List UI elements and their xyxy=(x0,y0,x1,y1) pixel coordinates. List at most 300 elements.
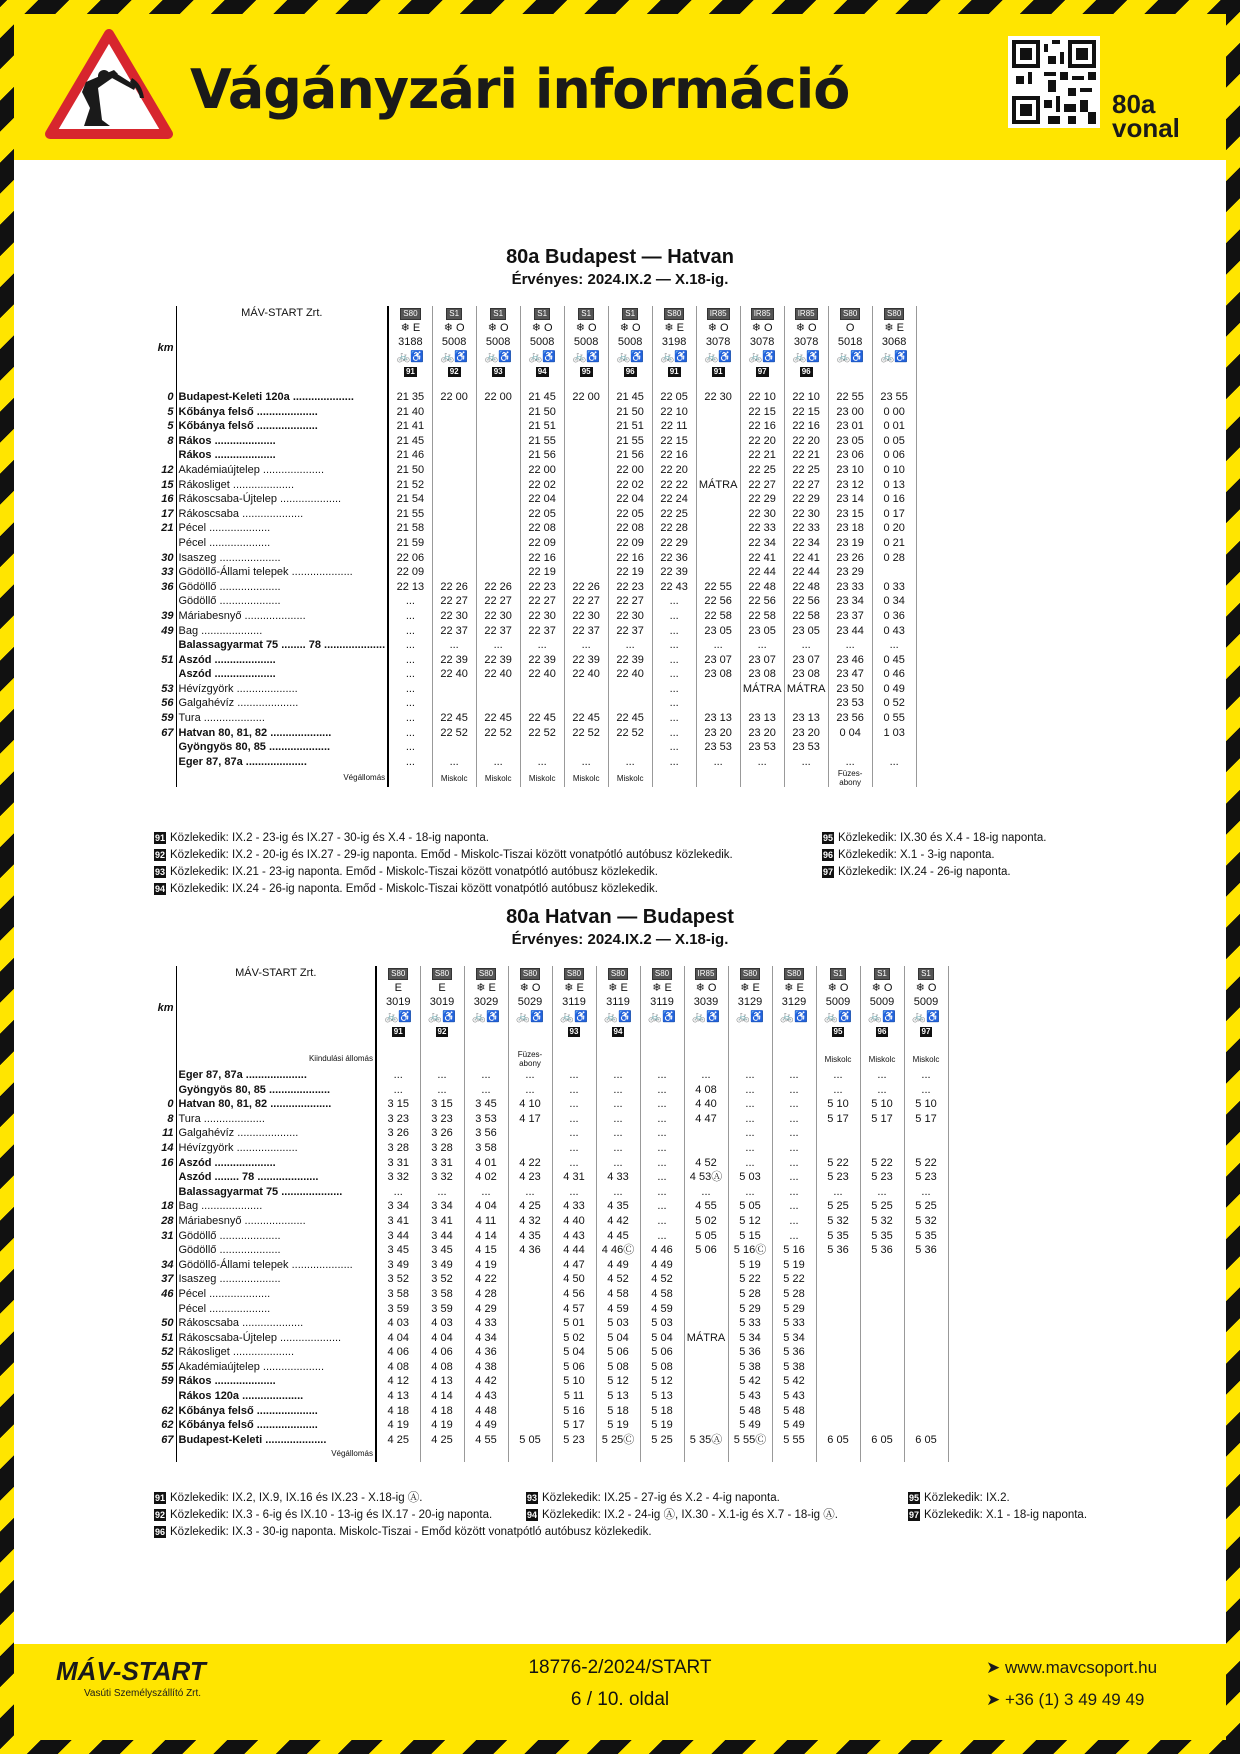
departure-time: 22 37 xyxy=(432,624,476,639)
departure-time xyxy=(432,682,476,697)
bike-icon: 🚲♿ xyxy=(440,350,468,363)
bike-icon: 🚲♿ xyxy=(384,1010,412,1023)
departure-time: 4 42 xyxy=(596,1214,640,1229)
departure-time: ... xyxy=(816,1083,860,1098)
departure-time xyxy=(432,740,476,755)
station-row xyxy=(152,390,916,405)
departure-time: 22 36 xyxy=(652,551,696,566)
train-origin xyxy=(684,1050,728,1068)
footnote-text: Közlekedik: IX.2 - 20-ig és IX.27 - 29-ig naponta. Emőd - Miskolc-Tiszai között vonatpótló autóbusz közlekedik. xyxy=(170,849,733,861)
departure-time: 5 17 xyxy=(860,1112,904,1127)
departure-time xyxy=(696,419,740,434)
departure-time: 23 34 xyxy=(828,594,872,609)
departure-time: 5 55Ⓒ xyxy=(728,1433,772,1448)
km-value xyxy=(152,1243,176,1258)
departure-time: ... xyxy=(816,1185,860,1200)
departure-time: ... xyxy=(552,1068,596,1083)
train-column-header xyxy=(684,966,728,1050)
train-symbols: ❄ O xyxy=(531,321,553,334)
footnote-number: 97 xyxy=(908,1510,919,1520)
departure-time: ... xyxy=(728,1141,772,1156)
departure-time: 21 54 xyxy=(388,492,432,507)
departure-time xyxy=(684,1258,728,1273)
departure-time xyxy=(476,434,520,449)
departure-time: 23 20 xyxy=(740,726,784,741)
departure-time: ... xyxy=(520,638,564,653)
departure-time: 22 15 xyxy=(652,434,696,449)
departure-time: ... xyxy=(860,1068,904,1083)
train-column-header xyxy=(596,966,640,1050)
departure-time: 22 40 xyxy=(608,667,652,682)
departure-time: 23 20 xyxy=(784,726,828,741)
departure-time: 4 22 xyxy=(508,1156,552,1171)
train-category: IR85 xyxy=(695,968,718,980)
departure-time: 22 10 xyxy=(740,390,784,405)
station-name: Rákosliget .................... xyxy=(176,478,388,493)
km-value: 55 xyxy=(161,1360,174,1373)
timetable2-notes-col2 xyxy=(526,1490,838,1524)
train-destination-empty xyxy=(860,1447,904,1462)
station-row xyxy=(152,478,916,493)
departure-time: 23 50 xyxy=(828,682,872,697)
train-destination-empty xyxy=(552,1447,596,1462)
departure-time: 23 37 xyxy=(828,609,872,624)
train-destination xyxy=(652,769,696,787)
mav-start-logo: MÁV-START xyxy=(56,1656,206,1686)
departure-time: 5 25 xyxy=(816,1199,860,1214)
departure-time: 4 25 xyxy=(420,1433,464,1448)
departure-time: 23 08 xyxy=(696,667,740,682)
train-symbols: ❄ E xyxy=(400,321,421,334)
station-row xyxy=(152,405,916,420)
train-note-ref: 91 xyxy=(393,1027,403,1037)
km-value xyxy=(152,1185,176,1200)
departure-time: ... xyxy=(596,1097,640,1112)
departure-time: 5 04 xyxy=(552,1345,596,1360)
station-row xyxy=(152,1112,948,1127)
departure-time: 22 52 xyxy=(608,726,652,741)
departure-time xyxy=(904,1404,948,1419)
departure-time xyxy=(828,740,872,755)
departure-time: 5 36 xyxy=(772,1345,816,1360)
train-symbols: ❄ E xyxy=(476,981,496,994)
departure-time: 4 45 xyxy=(596,1229,640,1244)
train-symbols: ❄ E xyxy=(652,981,672,994)
departure-time: 4 18 xyxy=(420,1404,464,1419)
departure-time: 22 21 xyxy=(784,448,828,463)
departure-time: 5 43 xyxy=(728,1389,772,1404)
departure-time: ... xyxy=(640,1185,684,1200)
departure-time: 3 49 xyxy=(376,1258,420,1273)
departure-time: ... xyxy=(652,653,696,668)
departure-time: 21 45 xyxy=(388,434,432,449)
departure-time: 22 16 xyxy=(784,419,828,434)
km-header: km xyxy=(157,341,174,354)
departure-time: ... xyxy=(904,1068,948,1083)
website-link[interactable]: ➤ www.mavcsoport.hu xyxy=(986,1658,1158,1677)
departure-time: 21 55 xyxy=(520,434,564,449)
departure-time: 4 04 xyxy=(376,1331,420,1346)
departure-time: ... xyxy=(552,1097,596,1112)
departure-time: 3 31 xyxy=(420,1156,464,1171)
departure-time: MÁTRA xyxy=(740,682,784,697)
departure-time: 22 19 xyxy=(608,565,652,580)
departure-time: 4 58 xyxy=(596,1287,640,1302)
departure-time: 4 19 xyxy=(420,1418,464,1433)
departure-time: 5 35 xyxy=(904,1229,948,1244)
footnote xyxy=(526,1490,838,1507)
departure-time xyxy=(904,1418,948,1433)
train-category: S80 xyxy=(740,968,760,980)
km-value: 16 xyxy=(161,493,174,506)
departure-time xyxy=(684,1374,728,1389)
departure-time: 4 33 xyxy=(552,1199,596,1214)
departure-time: 3 58 xyxy=(464,1141,508,1156)
departure-time: ... xyxy=(640,1097,684,1112)
departure-time xyxy=(508,1418,552,1433)
departure-time: 22 52 xyxy=(564,726,608,741)
footnote-text: Közlekedik: IX.24 - 26-ig naponta. xyxy=(838,866,1011,878)
departure-time: 23 07 xyxy=(784,653,828,668)
departure-time: 21 50 xyxy=(608,405,652,420)
departure-time: ... xyxy=(728,1112,772,1127)
train-destination-empty xyxy=(464,1447,508,1462)
departure-time: 22 33 xyxy=(740,521,784,536)
departure-time: ... xyxy=(376,1068,420,1083)
departure-time xyxy=(816,1360,860,1375)
departure-time: ... xyxy=(816,1068,860,1083)
station-row xyxy=(152,1360,948,1375)
timetable1-validity: Érvényes: 2024.IX.2 — X.18-ig. xyxy=(511,271,729,288)
departure-time: 0 16 xyxy=(872,492,916,507)
phone-number[interactable]: ➤ +36 (1) 3 49 49 49 xyxy=(986,1690,1145,1709)
departure-time: 5 11 xyxy=(552,1389,596,1404)
departure-time: ... xyxy=(652,755,696,770)
train-category: S80 xyxy=(476,968,496,980)
departure-time xyxy=(816,1272,860,1287)
departure-time: ... xyxy=(784,638,828,653)
departure-time: 5 22 xyxy=(860,1156,904,1171)
train-category: S1 xyxy=(830,968,846,980)
departure-time: ... xyxy=(476,638,520,653)
departure-time: 0 13 xyxy=(872,478,916,493)
departure-time: 4 49 xyxy=(596,1258,640,1273)
departure-time: 4 18 xyxy=(376,1404,420,1419)
departure-time: 23 08 xyxy=(740,667,784,682)
departure-time: ... xyxy=(728,1083,772,1098)
departure-time xyxy=(860,1302,904,1317)
departure-time xyxy=(564,448,608,463)
departure-time: 23 29 xyxy=(828,565,872,580)
departure-time xyxy=(816,1316,860,1331)
departure-time: ... xyxy=(772,1126,816,1141)
departure-time: 5 36 xyxy=(904,1243,948,1258)
km-value xyxy=(152,536,176,551)
departure-time: ... xyxy=(652,609,696,624)
departure-time xyxy=(860,1272,904,1287)
bike-icon: 🚲♿ xyxy=(692,1010,720,1023)
departure-time: 4 43 xyxy=(464,1389,508,1404)
km-value: 53 xyxy=(161,682,174,695)
footnote-text: Közlekedik: IX.30 és X.4 - 18-ig naponta. xyxy=(838,832,1047,844)
station-name: Galgahévíz .................... xyxy=(176,696,388,711)
departure-time: 4 14 xyxy=(464,1229,508,1244)
departure-time: 4 49 xyxy=(640,1258,684,1273)
train-symbols: ❄ O xyxy=(915,981,937,994)
departure-time: 23 13 xyxy=(784,711,828,726)
departure-time: 0 04 xyxy=(828,726,872,741)
km-value: 50 xyxy=(161,1317,174,1330)
departure-time xyxy=(508,1389,552,1404)
departure-time: 22 39 xyxy=(476,653,520,668)
departure-time: 4 19 xyxy=(376,1418,420,1433)
station-name: Rákoscsaba .................... xyxy=(176,507,388,522)
departure-time xyxy=(508,1404,552,1419)
departure-time xyxy=(564,478,608,493)
station-name: Tura .................... xyxy=(176,1112,376,1127)
departure-time: 5 08 xyxy=(596,1360,640,1375)
departure-time: 0 45 xyxy=(872,653,916,668)
km-value xyxy=(152,667,176,682)
departure-time: ... xyxy=(388,711,432,726)
departure-time xyxy=(816,1331,860,1346)
station-name: Balassagyarmat 75 .................... xyxy=(176,1185,376,1200)
departure-time xyxy=(872,565,916,580)
departure-time: 23 13 xyxy=(740,711,784,726)
departure-time: ... xyxy=(388,696,432,711)
departure-time: ... xyxy=(828,755,872,770)
departure-time xyxy=(816,1418,860,1433)
departure-time xyxy=(684,1316,728,1331)
train-number: 3078 xyxy=(793,336,819,349)
departure-time: 5 16Ⓒ xyxy=(728,1243,772,1258)
departure-time: ... xyxy=(388,624,432,639)
departure-time: 22 26 xyxy=(432,580,476,595)
departure-time: ... xyxy=(464,1083,508,1098)
departure-time: 22 16 xyxy=(652,448,696,463)
departure-time: 5 42 xyxy=(772,1374,816,1389)
departure-time xyxy=(904,1126,948,1141)
bike-icon: 🚲♿ xyxy=(868,1010,896,1023)
departure-time xyxy=(432,551,476,566)
departure-time: 22 29 xyxy=(784,492,828,507)
footnote-text: Közlekedik: IX.2. xyxy=(924,1492,1010,1504)
departure-time xyxy=(816,1287,860,1302)
timetable-budapest-hatvan xyxy=(152,306,917,787)
departure-time: 22 37 xyxy=(476,624,520,639)
departure-time: 4 38 xyxy=(464,1360,508,1375)
station-row xyxy=(152,1170,948,1185)
station-name: Isaszeg .................... xyxy=(176,551,388,566)
train-symbols: ❄ E xyxy=(564,981,584,994)
departure-time: 22 00 xyxy=(476,390,520,405)
train-note-ref: 96 xyxy=(801,367,811,377)
departure-time xyxy=(860,1141,904,1156)
departure-time: MÁTRA xyxy=(684,1331,728,1346)
train-origin xyxy=(728,1050,772,1068)
km-value: 0 xyxy=(167,391,174,403)
departure-time: 5 22 xyxy=(772,1272,816,1287)
departure-time xyxy=(608,682,652,697)
departure-time: 22 19 xyxy=(520,565,564,580)
departure-time: 4 35 xyxy=(508,1229,552,1244)
station-row xyxy=(152,1418,948,1433)
departure-time: ... xyxy=(684,1185,728,1200)
departure-time xyxy=(520,696,564,711)
departure-time: 21 45 xyxy=(608,390,652,405)
train-number: 3019 xyxy=(386,996,411,1009)
station-name: Pécel .................... xyxy=(176,536,388,551)
departure-time: 23 05 xyxy=(784,624,828,639)
station-name: Akadémiaújtelep .................... xyxy=(176,463,388,478)
departure-time xyxy=(476,507,520,522)
departure-time: 22 29 xyxy=(652,536,696,551)
departure-time: 23 08 xyxy=(784,667,828,682)
departure-time: 5 32 xyxy=(904,1214,948,1229)
departure-time: 3 44 xyxy=(420,1229,464,1244)
km-header: km xyxy=(157,1001,174,1014)
train-number: 3019 xyxy=(429,996,455,1009)
departure-time: 22 40 xyxy=(564,667,608,682)
departure-time: ... xyxy=(508,1068,552,1083)
departure-time: 23 00 xyxy=(828,405,872,420)
footnote xyxy=(822,830,1046,847)
footnote-number: 96 xyxy=(154,1527,165,1537)
departure-time: 3 52 xyxy=(376,1272,420,1287)
km-value: 15 xyxy=(161,478,174,491)
departure-time: ... xyxy=(596,1156,640,1171)
train-destination-empty xyxy=(904,1447,948,1462)
departure-time: 0 06 xyxy=(872,448,916,463)
departure-time: 22 02 xyxy=(608,478,652,493)
departure-time: 22 30 xyxy=(520,609,564,624)
departure-time: 0 21 xyxy=(872,536,916,551)
departure-time xyxy=(904,1345,948,1360)
departure-time: 22 55 xyxy=(828,390,872,405)
km-value: 5 xyxy=(167,405,174,418)
departure-time xyxy=(432,434,476,449)
km-value: 17 xyxy=(161,507,174,520)
departure-time: 4 59 xyxy=(596,1302,640,1317)
departure-time: 22 40 xyxy=(476,667,520,682)
footnote-number: 93 xyxy=(154,867,165,877)
train-destination-empty xyxy=(816,1447,860,1462)
train-origin xyxy=(420,1050,464,1068)
departure-time: 5 38 xyxy=(728,1360,772,1375)
departure-time xyxy=(564,463,608,478)
station-name: Rákos 120a .................... xyxy=(176,1389,376,1404)
km-value: 67 xyxy=(161,726,174,739)
departure-time: 22 30 xyxy=(608,609,652,624)
timetable1-heading xyxy=(0,246,1240,288)
train-column-header xyxy=(872,306,916,390)
train-column-header xyxy=(860,966,904,1050)
departure-time: 3 32 xyxy=(420,1170,464,1185)
departure-time: ... xyxy=(596,1068,640,1083)
train-origin xyxy=(772,1050,816,1068)
departure-time: 22 11 xyxy=(652,419,696,434)
bike-icon: 🚲♿ xyxy=(528,350,556,363)
departure-time: ... xyxy=(376,1185,420,1200)
footnote xyxy=(822,847,1046,864)
departure-time xyxy=(904,1258,948,1273)
departure-time: 22 39 xyxy=(564,653,608,668)
train-category: S80 xyxy=(432,968,452,980)
departure-time: ... xyxy=(772,1141,816,1156)
departure-time: 5 55 xyxy=(772,1433,816,1448)
train-category: S80 xyxy=(664,308,684,320)
departure-time: MÁTRA xyxy=(696,478,740,493)
station-row xyxy=(152,1156,948,1171)
train-destination xyxy=(740,769,784,787)
train-category: S80 xyxy=(840,308,860,320)
departure-time: 21 52 xyxy=(388,478,432,493)
departure-time: 4 15 xyxy=(464,1243,508,1258)
station-row xyxy=(152,594,916,609)
departure-time: 4 25 xyxy=(376,1433,420,1448)
departure-time xyxy=(816,1404,860,1419)
departure-time: 5 04 xyxy=(640,1331,684,1346)
train-category: S1 xyxy=(446,308,462,320)
departure-time: 6 05 xyxy=(904,1433,948,1448)
departure-time: 23 05 xyxy=(696,624,740,639)
website-text[interactable]: www.mavcsoport.hu xyxy=(1004,1658,1158,1677)
departure-time: ... xyxy=(388,740,432,755)
km-value: 31 xyxy=(161,1229,174,1242)
line-word: vonal xyxy=(1112,113,1180,143)
departure-time: 3 34 xyxy=(420,1199,464,1214)
departure-time: 22 08 xyxy=(520,521,564,536)
station-name: Akadémiaújtelep .................... xyxy=(176,1360,376,1375)
km-value: 18 xyxy=(161,1200,174,1213)
train-header-row xyxy=(152,966,948,1050)
departure-time: 3 41 xyxy=(376,1214,420,1229)
train-number: 5018 xyxy=(837,336,863,349)
departure-time: ... xyxy=(640,1112,684,1127)
footnote xyxy=(154,830,733,847)
train-destination: Füzes-abony xyxy=(828,769,872,787)
train-column-header xyxy=(432,306,476,390)
departure-time: 22 13 xyxy=(388,580,432,595)
train-symbols: ❄ O xyxy=(619,321,641,334)
departure-time xyxy=(904,1331,948,1346)
departure-time: ... xyxy=(388,653,432,668)
footnote-text: Közlekedik: IX.24 - 26-ig naponta. Emőd - Miskolc-Tiszai között vonatpótló autóbusz közlekedik. xyxy=(170,883,658,895)
departure-time: ... xyxy=(696,638,740,653)
departure-time: ... xyxy=(652,638,696,653)
km-value: 16 xyxy=(161,1156,174,1169)
train-column-header xyxy=(740,306,784,390)
train-note-ref: 91 xyxy=(713,367,723,377)
departure-time: 3 32 xyxy=(376,1170,420,1185)
station-name: Kőbánya felső .................... xyxy=(176,1418,376,1433)
departure-time: 5 42 xyxy=(728,1374,772,1389)
departure-time: 4 46 xyxy=(640,1243,684,1258)
departure-time: 5 49 xyxy=(728,1418,772,1433)
departure-time: 23 26 xyxy=(828,551,872,566)
departure-time xyxy=(904,1141,948,1156)
departure-time: ... xyxy=(608,755,652,770)
departure-time: 22 27 xyxy=(432,594,476,609)
departure-time: 5 22 xyxy=(816,1156,860,1171)
phone-text[interactable]: +36 (1) 3 49 49 49 xyxy=(1004,1690,1145,1709)
departure-time: 5 23 xyxy=(552,1433,596,1448)
station-name: Aszód .................... xyxy=(176,1156,376,1171)
departure-time: 5 34 xyxy=(772,1331,816,1346)
timetable2-validity: Érvényes: 2024.IX.2 — X.18-ig. xyxy=(511,931,729,948)
departure-time: 21 35 xyxy=(388,390,432,405)
departure-time xyxy=(816,1141,860,1156)
